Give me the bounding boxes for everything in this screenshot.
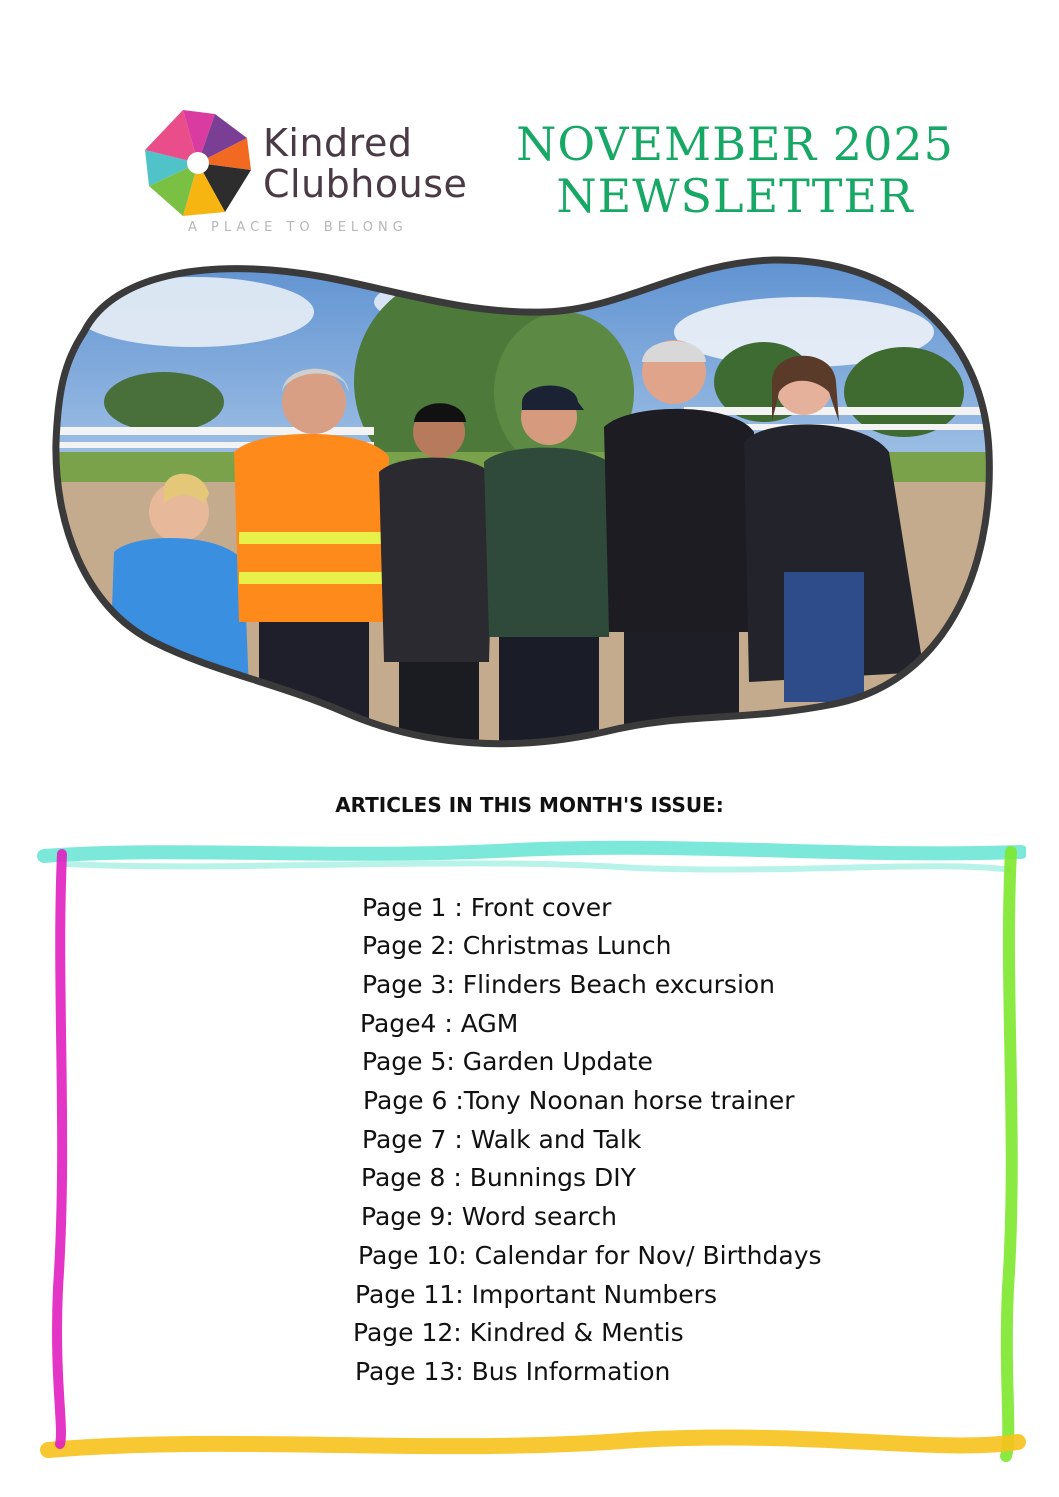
logo-line-clubhouse: Clubhouse <box>263 162 468 206</box>
kindred-clubhouse-logo <box>143 108 503 238</box>
newsletter-title <box>500 118 970 222</box>
toc-item-page-10: Page 10: Calendar for Nov/ Birthdays <box>358 1241 822 1270</box>
toc-item-page-1: Page 1 : Front cover <box>362 893 612 922</box>
toc-item-page-5: Page 5: Garden Update <box>362 1047 653 1076</box>
toc-item-page-7: Page 7 : Walk and Talk <box>362 1125 642 1154</box>
logo-line-kindred: Kindred <box>263 121 413 165</box>
title-line-month: NOVEMBER 2025 <box>516 117 954 171</box>
toc-item-page-8: Page 8 : Bunnings DIY <box>361 1163 636 1192</box>
toc-item-page-11: Page 11: Important Numbers <box>355 1280 717 1309</box>
title-line-newsletter: NEWSLETTER <box>556 169 914 223</box>
toc-item-page-12: Page 12: Kindred & Mentis <box>353 1318 684 1347</box>
group-photo <box>44 242 999 757</box>
toc-item-page-9: Page 9: Word search <box>361 1202 617 1231</box>
toc-item-page-4: Page4 : AGM <box>360 1009 519 1038</box>
toc-item-page-2: Page 2: Christmas Lunch <box>362 931 672 960</box>
toc-item-page-3: Page 3: Flinders Beach excursion <box>362 970 776 999</box>
articles-heading: ARTICLES IN THIS MONTH'S ISSUE: <box>335 793 724 817</box>
logo-tagline: A PLACE TO BELONG <box>188 220 408 235</box>
logo-wordmark <box>263 122 467 204</box>
crayon-frame <box>36 838 1026 1468</box>
toc-item-page-6: Page 6 :Tony Noonan horse trainer <box>363 1086 795 1115</box>
pinwheel-logo-icon <box>143 108 253 218</box>
toc-item-page-13: Page 13: Bus Information <box>355 1357 671 1386</box>
